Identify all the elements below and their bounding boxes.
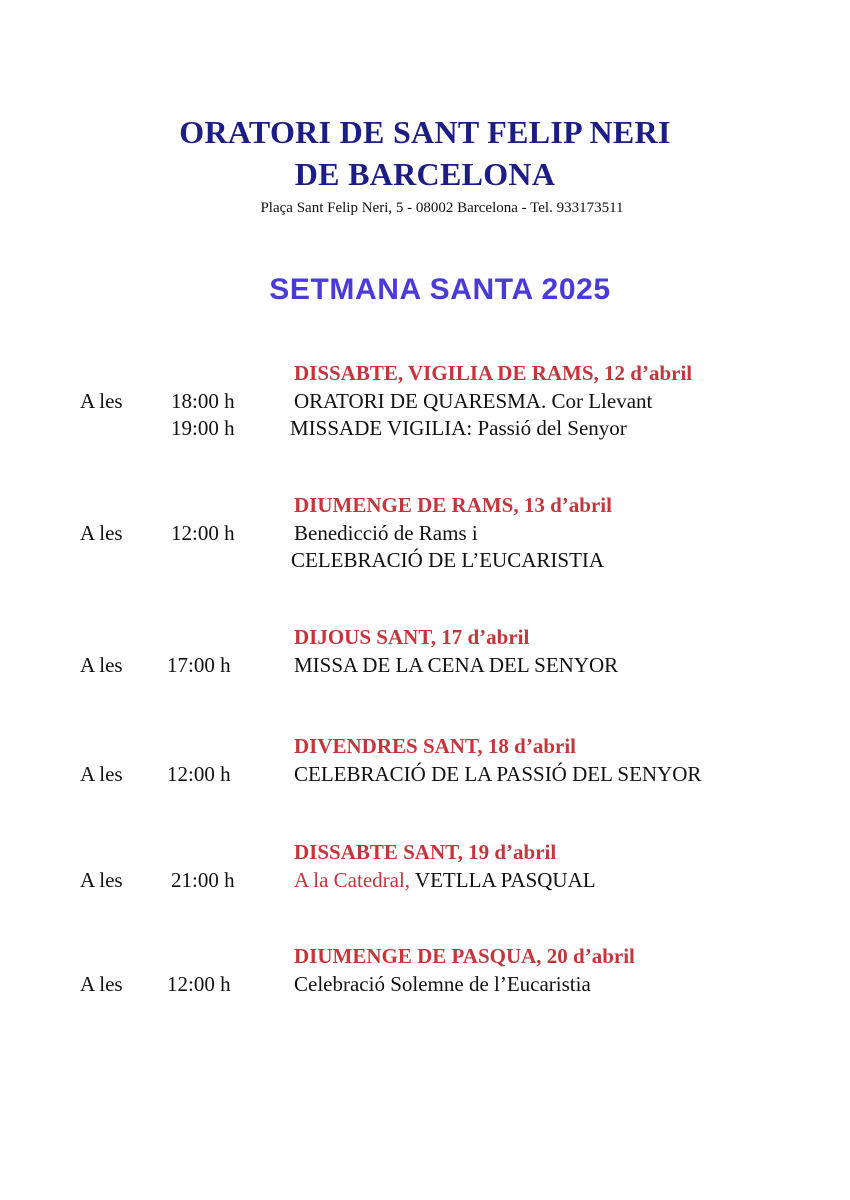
address-line: Plaça Sant Felip Neri, 5 - 08002 Barcelona - Tel. 933173511 bbox=[260, 200, 624, 216]
event-time: 19:00 h bbox=[171, 416, 235, 440]
page-title-line-2: DE BARCELONA bbox=[294, 156, 556, 192]
event-time: 12:00 h bbox=[167, 762, 231, 786]
event-description bbox=[294, 867, 596, 893]
event-location: A la Catedral, bbox=[294, 868, 411, 892]
event-time: 12:00 h bbox=[171, 521, 235, 545]
event-description: CELEBRACIÓ DE L’EUCARISTIA bbox=[291, 548, 605, 572]
event-time: 21:00 h bbox=[171, 868, 235, 892]
day-title-easter-sunday: DIUMENGE DE PASQUA, 20 d’abril bbox=[294, 944, 635, 968]
a-les-label: A les bbox=[80, 972, 123, 996]
day-title-saturday-vigil: DISSABTE, VIGILIA DE RAMS, 12 d’abril bbox=[294, 361, 693, 385]
day-title-good-friday: DIVENDRES SANT, 18 d’abril bbox=[294, 734, 576, 758]
event-time: 17:00 h bbox=[167, 653, 231, 677]
event-name: VETLLA PASQUAL bbox=[410, 868, 596, 892]
a-les-label: A les bbox=[80, 653, 123, 677]
event-description: ORATORI DE QUARESMA. Cor Llevant bbox=[294, 389, 653, 413]
a-les-label: A les bbox=[80, 868, 123, 892]
event-time: 12:00 h bbox=[167, 972, 231, 996]
event-description: MISSA DE LA CENA DEL SENYOR bbox=[294, 653, 619, 677]
event-description: Benedicció de Rams i bbox=[294, 521, 478, 545]
day-title-palm-sunday: DIUMENGE DE RAMS, 13 d’abril bbox=[294, 493, 612, 517]
section-subtitle: SETMANA SANTA 2025 bbox=[269, 273, 611, 306]
day-title-holy-saturday: DISSABTE SANT, 19 d’abril bbox=[294, 840, 557, 864]
page-title-line-1: ORATORI DE SANT FELIP NERI bbox=[179, 114, 671, 150]
a-les-label: A les bbox=[80, 762, 123, 786]
event-description: CELEBRACIÓ DE LA PASSIÓ DEL SENYOR bbox=[294, 762, 702, 786]
a-les-label: A les bbox=[80, 521, 123, 545]
a-les-label: A les bbox=[80, 389, 123, 413]
event-time: 18:00 h bbox=[171, 389, 235, 413]
event-description: MISSADE VIGILIA: Passió del Senyor bbox=[290, 416, 627, 440]
day-title-holy-thursday: DIJOUS SANT, 17 d’abril bbox=[294, 625, 530, 649]
event-description: Celebració Solemne de l’Eucaristia bbox=[294, 972, 591, 996]
